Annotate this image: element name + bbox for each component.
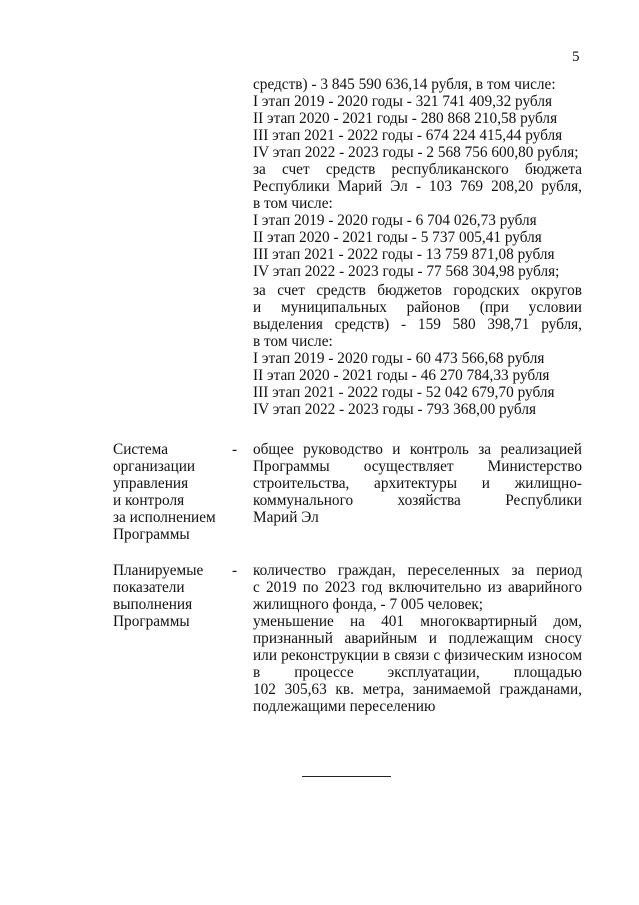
indicators-label-4: Программы (113, 613, 190, 630)
funding-municipal-line-3: выделения средств) - 159 580 398,71 рубля, (253, 316, 582, 333)
control-label-4: и контроля (113, 492, 185, 509)
funding-republic-stage-3: III этап 2021 - 2022 годы - 13 759 871,08 рубля (253, 246, 555, 263)
indicators-p2-line-3: или реконструкции в связи с физическим износом (253, 647, 582, 664)
control-label-3: управления (113, 475, 189, 492)
indicators-label-2: показатели (113, 579, 185, 596)
control-label-5: за исполнением (113, 509, 216, 526)
control-label-2: организации (113, 458, 196, 475)
funding-republic-stage-4: IV этап 2022 - 2023 годы - 77 568 304,98 рубля; (253, 263, 560, 280)
control-content-1: общее руководство и контроль за реализацией (253, 441, 582, 458)
funding-federal-stage-4: IV этап 2022 - 2023 годы - 2 568 756 600,80 рубля; (253, 144, 579, 161)
control-content-4: коммунального хозяйства Республики (253, 492, 582, 509)
funding-municipal-line-1: за счет средств бюджетов городских округов (253, 282, 582, 299)
indicators-label-1: Планируемые (113, 562, 204, 579)
funding-municipal-stage-1: I этап 2019 - 2020 годы - 60 473 566,68 рубля (253, 350, 545, 367)
control-content-3: строительства, архитектуры и жилищно- (253, 475, 582, 492)
funding-federal-stage-1: I этап 2019 - 2020 годы - 321 741 409,32 рубля (253, 93, 553, 110)
funding-municipal-stage-2: II этап 2020 - 2021 годы - 46 270 784,33 рубля (253, 367, 550, 384)
funding-republic-line-1: за счет средств республиканского бюджета (253, 161, 582, 178)
indicators-p2-line-6: подлежащими переселению (253, 698, 436, 715)
indicators-p1-line-3: жилищного фонда, - 7 005 человек; (253, 596, 484, 613)
indicators-p1-line-2: с 2019 по 2023 год включительно из аварийного (253, 579, 582, 596)
indicators-p1-line-1: количество граждан, переселенных за период (253, 562, 582, 579)
funding-republic-stage-2: II этап 2020 - 2021 годы - 5 737 005,41 рубля (253, 229, 542, 246)
funding-municipal-stage-3: III этап 2021 - 2022 годы - 52 042 679,70 рубля (253, 384, 555, 401)
control-content-5: Марий Эл (253, 509, 319, 526)
funding-republic-stage-1: I этап 2019 - 2020 годы - 6 704 026,73 рубля (253, 212, 537, 229)
closing-divider (302, 776, 391, 777)
control-content-2: Программы осуществляет Министерство (253, 458, 582, 475)
indicators-dash: - (232, 562, 238, 579)
indicators-p2-line-1: уменьшение на 401 многоквартирный дом, (253, 613, 582, 630)
indicators-p2-line-2: признанный аварийным и подлежащим сносу (253, 630, 582, 647)
control-dash: - (232, 441, 238, 458)
funding-federal-stage-3: III этап 2021 - 2022 годы - 674 224 415,44 рубля (253, 127, 563, 144)
funding-republic-incl: в том числе: (253, 195, 333, 212)
funding-municipal-stage-4: IV этап 2022 - 2023 годы - 793 368,00 рубля (253, 401, 537, 418)
funding-municipal-incl: в том числе: (253, 333, 333, 350)
funding-municipal-line-2: и муниципальных районов (при условии (253, 299, 582, 316)
funding-federal-stage-2: II этап 2020 - 2021 годы - 280 868 210,58 рубля (253, 110, 558, 127)
control-label-1: Система (113, 441, 169, 458)
funding-federal-total: средств) - 3 845 590 636,14 рубля, в том числе: (253, 76, 556, 93)
control-label-6: Программы (113, 526, 190, 543)
indicators-label-3: выполнения (113, 596, 193, 613)
page-number: 5 (572, 49, 580, 65)
indicators-p2-line-4: в процессе эксплуатации, площадью (253, 664, 582, 681)
indicators-p2-line-5: 102 305,63 кв. метра, занимаемой гражданами, (253, 681, 582, 698)
funding-republic-line-2: Республики Марий Эл - 103 769 208,20 рубля, (253, 178, 582, 195)
